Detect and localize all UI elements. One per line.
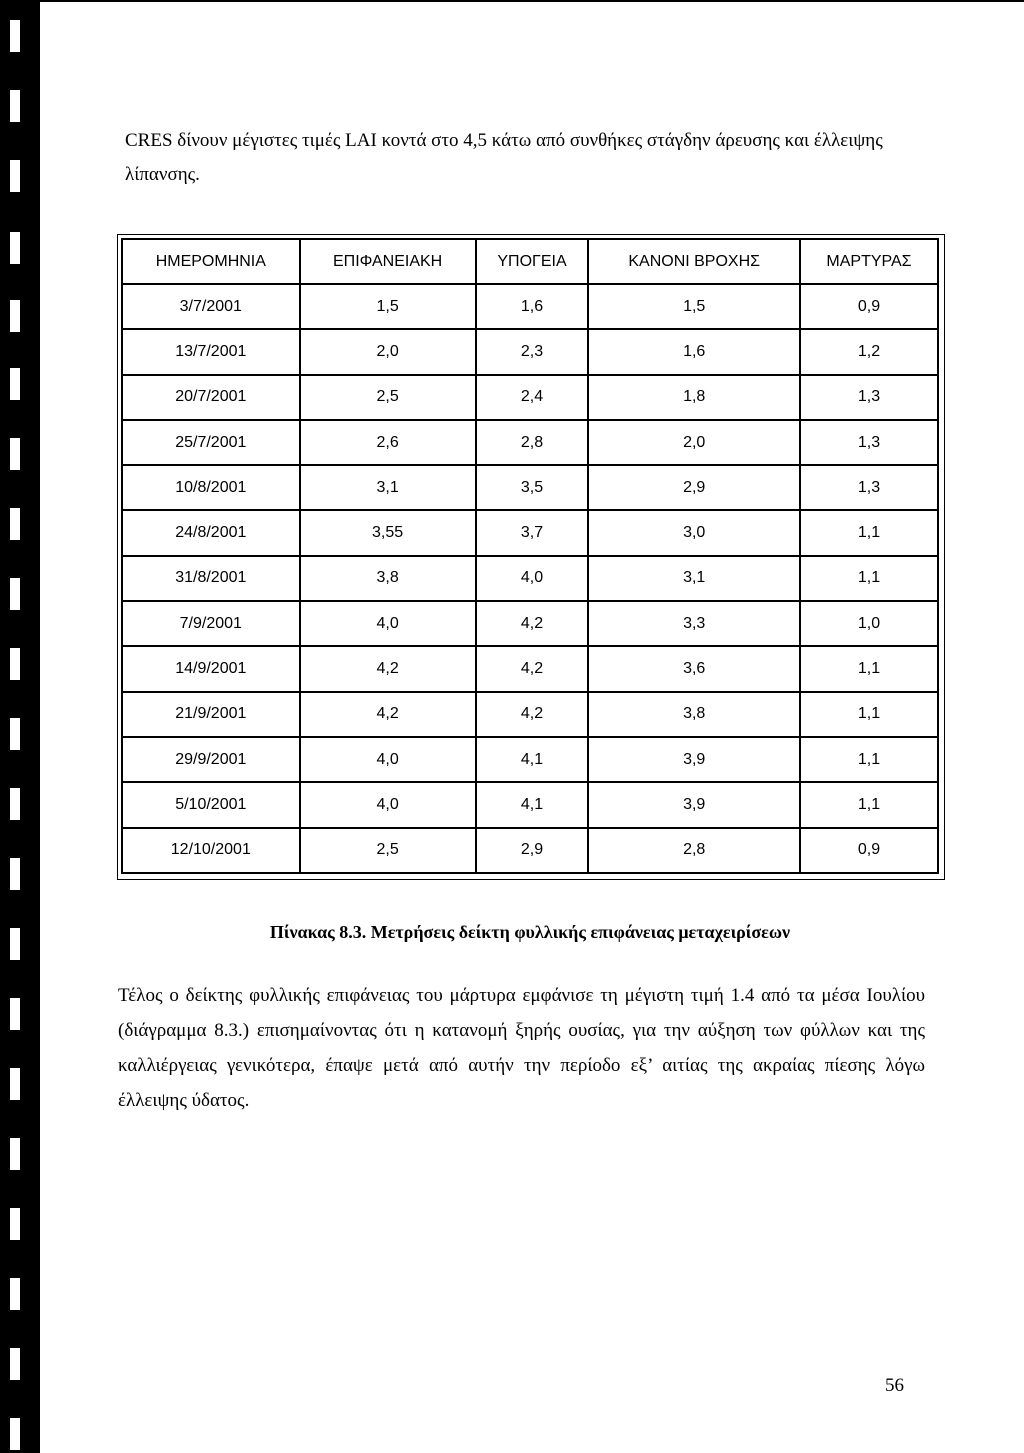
cell-control: 1,1 bbox=[800, 692, 938, 737]
cell-surface: 2,0 bbox=[300, 329, 476, 374]
binder-mark bbox=[10, 718, 20, 750]
cell-surface: 2,5 bbox=[300, 828, 476, 873]
cell-sprinkler: 3,1 bbox=[588, 556, 800, 601]
cell-date: 14/9/2001 bbox=[122, 646, 300, 691]
cell-date: 31/8/2001 bbox=[122, 556, 300, 601]
cell-sprinkler: 3,3 bbox=[588, 601, 800, 646]
cell-subsurface: 3,7 bbox=[476, 510, 589, 555]
cell-subsurface: 4,2 bbox=[476, 692, 589, 737]
table-row bbox=[122, 465, 938, 510]
cell-sprinkler: 3,6 bbox=[588, 646, 800, 691]
cell-subsurface: 4,1 bbox=[476, 737, 589, 782]
cell-sprinkler: 2,8 bbox=[588, 828, 800, 873]
cell-subsurface: 2,4 bbox=[476, 375, 589, 420]
table-row bbox=[122, 375, 938, 420]
cell-surface: 3,55 bbox=[300, 510, 476, 555]
binder-mark bbox=[10, 578, 20, 610]
cell-date: 10/8/2001 bbox=[122, 465, 300, 510]
cell-sprinkler: 3,0 bbox=[588, 510, 800, 555]
table-row bbox=[122, 420, 938, 465]
cell-surface: 4,2 bbox=[300, 692, 476, 737]
cell-control: 1,1 bbox=[800, 782, 938, 827]
cell-date: 7/9/2001 bbox=[122, 601, 300, 646]
cell-surface: 3,1 bbox=[300, 465, 476, 510]
cell-surface: 4,0 bbox=[300, 737, 476, 782]
table-row bbox=[122, 284, 938, 329]
cell-date: 24/8/2001 bbox=[122, 510, 300, 555]
binder-mark bbox=[10, 1348, 20, 1380]
table-caption: Πίνακας 8.3. Μετρήσεις δείκτη φυλλικής επιφάνειας μεταχειρίσεων bbox=[269, 922, 791, 942]
cell-sprinkler: 3,9 bbox=[588, 737, 800, 782]
cell-sprinkler: 3,9 bbox=[588, 782, 800, 827]
binder-mark bbox=[10, 928, 20, 960]
cell-control: 1,1 bbox=[800, 556, 938, 601]
paragraph-bottom: Τέλος ο δείκτης φυλλικής επιφάνειας του μάρτυρα εμφάνισε τη μέγιστη τιμή 1.4 από τα μέσα Ιουλίου (διάγραμμα 8.3.) επισημαίνοντας ότι η κατανομή ξηρής ουσίας, για την αύξηση των φύλλων και της καλλιέργειας γενικότερα, έπαψε μετά από αυτήν την περίοδο εξ’ αιτίας της ακραίας πίεσης λόγω έλλειψης ύδατος. bbox=[118, 985, 925, 1111]
binder-mark bbox=[10, 1278, 20, 1310]
cell-subsurface: 2,3 bbox=[476, 329, 589, 374]
table-row bbox=[122, 329, 938, 374]
table-body bbox=[122, 284, 938, 873]
cell-control: 1,1 bbox=[800, 510, 938, 555]
cell-sprinkler: 1,5 bbox=[588, 284, 800, 329]
cell-control: 1,3 bbox=[800, 420, 938, 465]
binder-mark bbox=[10, 1068, 20, 1100]
binder-mark bbox=[10, 232, 20, 264]
binder-mark bbox=[10, 788, 20, 820]
cell-subsurface: 4,1 bbox=[476, 782, 589, 827]
cell-sprinkler: 1,8 bbox=[588, 375, 800, 420]
table-row bbox=[122, 782, 938, 827]
cell-sprinkler: 2,0 bbox=[588, 420, 800, 465]
binder-mark bbox=[10, 368, 20, 400]
cell-date: 3/7/2001 bbox=[122, 284, 300, 329]
header-control: ΜΑΡΤΥΡΑΣ bbox=[800, 239, 938, 284]
table-row bbox=[122, 646, 938, 691]
cell-date: 12/10/2001 bbox=[122, 828, 300, 873]
table-row bbox=[122, 556, 938, 601]
cell-date: 13/7/2001 bbox=[122, 329, 300, 374]
table-row bbox=[122, 601, 938, 646]
binder-mark bbox=[10, 20, 20, 52]
cell-surface: 4,0 bbox=[300, 782, 476, 827]
cell-subsurface: 4,0 bbox=[476, 556, 589, 601]
table-header-row bbox=[122, 239, 938, 284]
lai-table bbox=[121, 238, 939, 874]
table-row bbox=[122, 737, 938, 782]
cell-surface: 4,2 bbox=[300, 646, 476, 691]
binder-mark bbox=[10, 1208, 20, 1240]
cell-surface: 2,5 bbox=[300, 375, 476, 420]
header-surface: ΕΠΙΦΑΝΕΙΑΚΗ bbox=[300, 239, 476, 284]
binder-mark bbox=[10, 160, 20, 192]
cell-control: 0,9 bbox=[800, 828, 938, 873]
cell-date: 5/10/2001 bbox=[122, 782, 300, 827]
cell-sprinkler: 1,6 bbox=[588, 329, 800, 374]
header-subsurface: ΥΠΟΓΕΙΑ bbox=[476, 239, 589, 284]
cell-control: 1,0 bbox=[800, 601, 938, 646]
cell-control: 0,9 bbox=[800, 284, 938, 329]
binder-mark bbox=[10, 998, 20, 1030]
cell-subsurface: 2,8 bbox=[476, 420, 589, 465]
cell-control: 1,3 bbox=[800, 375, 938, 420]
cell-control: 1,1 bbox=[800, 646, 938, 691]
table-row bbox=[122, 828, 938, 873]
header-date: ΗΜΕΡΟΜΗΝΙΑ bbox=[122, 239, 300, 284]
binder-mark bbox=[10, 300, 20, 332]
cell-date: 20/7/2001 bbox=[122, 375, 300, 420]
cell-subsurface: 4,2 bbox=[476, 646, 589, 691]
binder-mark bbox=[10, 1418, 20, 1450]
cell-control: 1,2 bbox=[800, 329, 938, 374]
cell-surface: 3,8 bbox=[300, 556, 476, 601]
cell-surface: 2,6 bbox=[300, 420, 476, 465]
cell-control: 1,3 bbox=[800, 465, 938, 510]
binder-mark bbox=[10, 858, 20, 890]
cell-subsurface: 1,6 bbox=[476, 284, 589, 329]
cell-control: 1,1 bbox=[800, 737, 938, 782]
cell-date: 25/7/2001 bbox=[122, 420, 300, 465]
header-sprinkler: ΚΑΝΟΝΙ ΒΡΟΧΗΣ bbox=[588, 239, 800, 284]
page-number: 56 bbox=[885, 1375, 904, 1396]
binder-mark bbox=[10, 648, 20, 680]
cell-surface: 4,0 bbox=[300, 601, 476, 646]
cell-sprinkler: 3,8 bbox=[588, 692, 800, 737]
paragraph-top: CRES δίνουν μέγιστες τιμές LAI κοντά στο 4,5 κάτω από συνθήκες στάγδην άρευσης και έλλειψης λίπανσης. bbox=[125, 130, 883, 185]
table-row bbox=[122, 510, 938, 555]
binder-mark bbox=[10, 438, 20, 470]
cell-date: 29/9/2001 bbox=[122, 737, 300, 782]
cell-date: 21/9/2001 bbox=[122, 692, 300, 737]
lai-table-frame bbox=[117, 234, 945, 880]
binder-mark bbox=[10, 1138, 20, 1170]
cell-sprinkler: 2,9 bbox=[588, 465, 800, 510]
cell-subsurface: 3,5 bbox=[476, 465, 589, 510]
cell-subsurface: 2,9 bbox=[476, 828, 589, 873]
binder-mark bbox=[10, 90, 20, 122]
cell-surface: 1,5 bbox=[300, 284, 476, 329]
binder-mark bbox=[10, 508, 20, 540]
cell-subsurface: 4,2 bbox=[476, 601, 589, 646]
table-row bbox=[122, 692, 938, 737]
